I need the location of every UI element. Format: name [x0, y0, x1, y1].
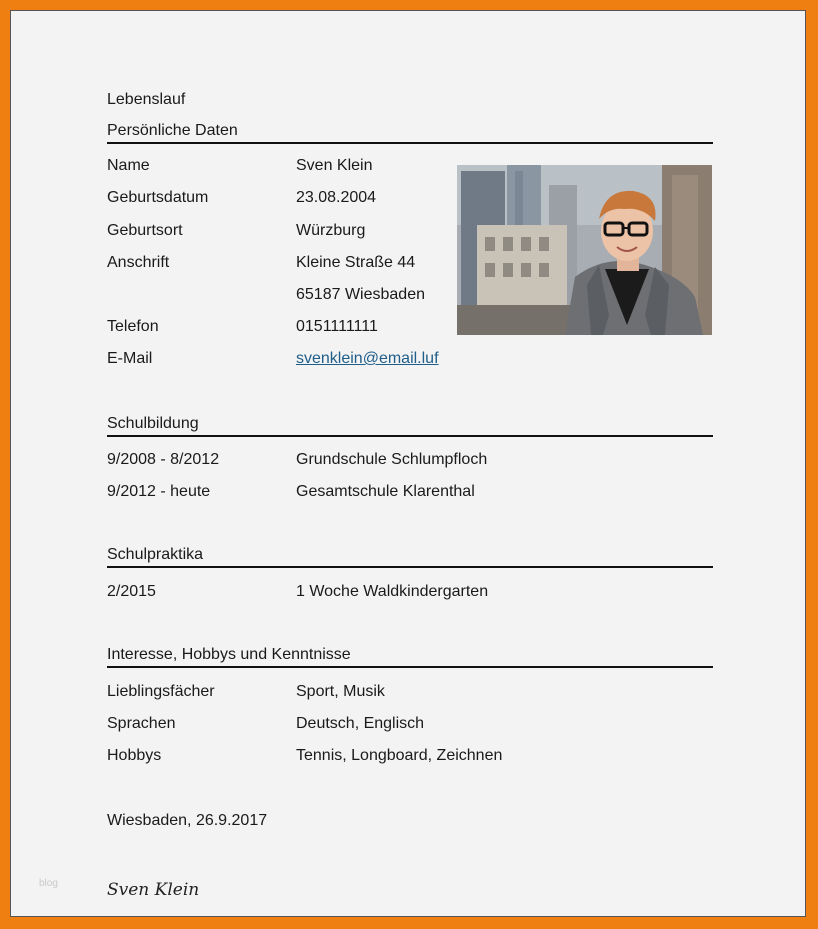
watermark: blog: [39, 878, 58, 889]
profile-photo: [457, 165, 712, 335]
section-heading-internships: Schulpraktika: [107, 546, 713, 568]
row-value: Grundschule Schlumpfloch: [296, 451, 488, 468]
row-value: Gesamtschule Klarenthal: [296, 483, 475, 500]
row-label: Sprachen: [107, 715, 176, 732]
row-label: Hobbys: [107, 747, 162, 764]
row-label: 2/2015: [107, 583, 156, 600]
row-label: Telefon: [107, 318, 159, 335]
row-value: Sven Klein: [296, 157, 373, 174]
row-value: Sport, Musik: [296, 683, 385, 700]
row-value: 23.08.2004: [296, 189, 377, 206]
row-label: 9/2012 - heute: [107, 483, 211, 500]
place-date: Wiesbaden, 26.9.2017: [107, 812, 268, 829]
row-label: Geburtsdatum: [107, 189, 209, 206]
document-title: Lebenslauf: [107, 91, 186, 108]
row-value: Kleine Straße 44: [296, 254, 416, 271]
section-heading-interests: Interesse, Hobbys und Kenntnisse: [107, 646, 713, 668]
row-value: 0151111111: [296, 318, 378, 335]
email-link[interactable]: svenklein@email.luf: [296, 350, 439, 367]
row-value: 65187 Wiesbaden: [296, 286, 425, 303]
row-label: Geburtsort: [107, 222, 183, 239]
row-label: Name: [107, 157, 150, 174]
section-heading-schooling: Schulbildung: [107, 415, 713, 437]
cv-page: [10, 10, 806, 917]
row-label: 9/2008 - 8/2012: [107, 451, 220, 468]
row-value: Deutsch, Englisch: [296, 715, 425, 732]
row-value: 1 Woche Waldkindergarten: [296, 583, 489, 600]
profile-photo-image: [457, 165, 712, 335]
row-label: Lieblingsfächer: [107, 683, 215, 700]
row-value: Tennis, Longboard, Zeichnen: [296, 747, 503, 764]
row-label: Anschrift: [107, 254, 170, 271]
row-label: E-Mail: [107, 350, 153, 367]
row-value: Würzburg: [296, 222, 366, 239]
signature: Sven Klein: [107, 880, 200, 900]
section-heading-personal: Persönliche Daten: [107, 122, 713, 144]
